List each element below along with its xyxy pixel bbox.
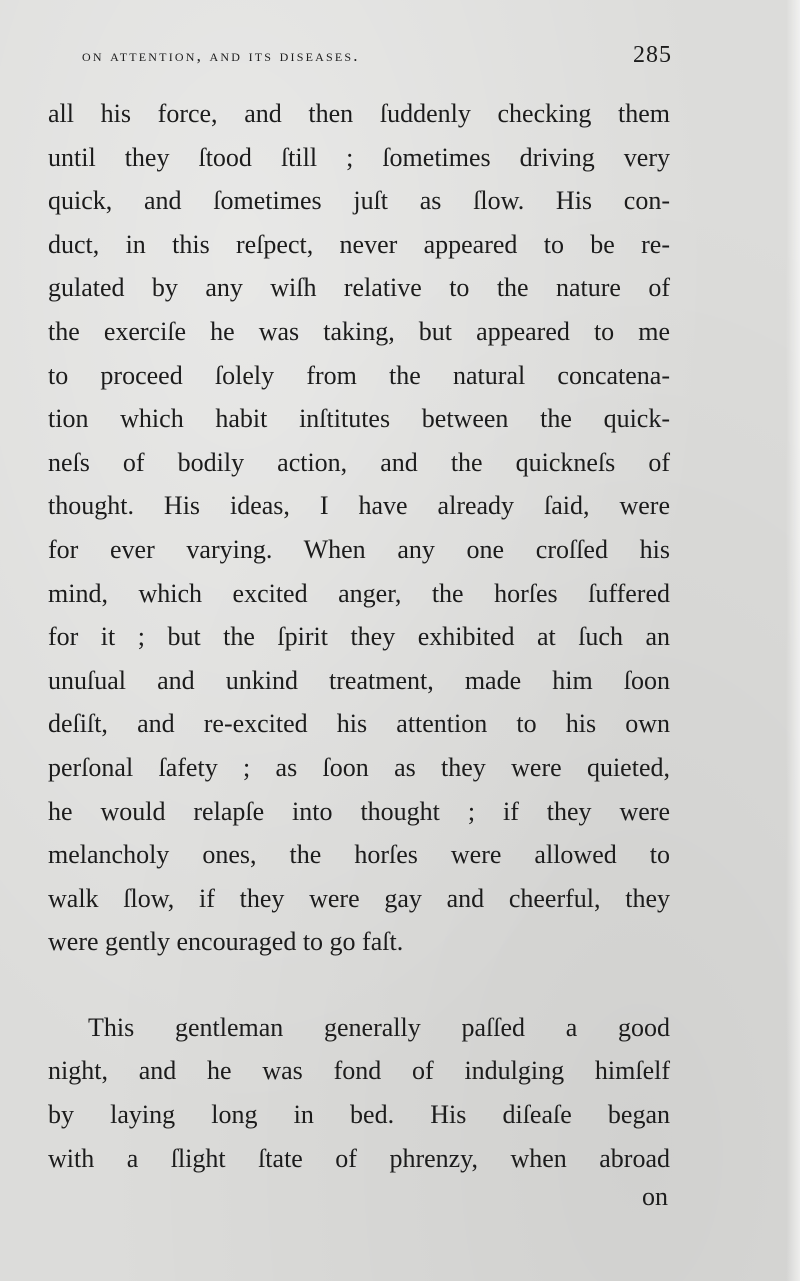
paragraph-2 (48, 1006, 670, 1180)
text-line: This gentleman generally paſſed a good (88, 1012, 670, 1042)
text-line: for it ; but the ſpirit they exhibited at ſuch an (48, 622, 670, 652)
text-line: gulated by any wiſh relative to the nature of (48, 273, 670, 303)
text-line: melancholy ones, the horſes were allowed to (48, 840, 670, 870)
text-line: quick, and ſometimes juſt as ſlow. His con- (48, 186, 670, 216)
text-line: perſonal ſafety ; as ſoon as they were quieted, (48, 752, 670, 782)
text-line: unuſual and unkind treatment, made him ſoon (48, 665, 670, 695)
running-head (82, 42, 672, 72)
text-line: were gently encouraged to go faſt. (48, 927, 404, 957)
text-line: walk ſlow, if they were gay and cheerful, they (48, 883, 670, 913)
text-line: duct, in this reſpect, never appeared to be re- (48, 229, 670, 259)
text-line: neſs of bodily action, and the quickneſs of (48, 447, 670, 477)
text-line: until they ſtood ſtill ; ſometimes driving very (48, 142, 670, 172)
page-number: 285 (633, 42, 672, 68)
paragraph-gap (48, 964, 670, 1006)
text-line: tion which habit inſtitutes between the quick- (48, 404, 670, 434)
text-line: to proceed ſolely from the natural concatena- (48, 360, 670, 390)
paragraph-1 (48, 92, 670, 964)
text-line: deſiſt, and re-excited his attention to his own (48, 709, 670, 739)
text-line: mind, which excited anger, the horſes ſuffered (48, 578, 670, 608)
text-line: the exerciſe he was taking, but appeared to me (48, 316, 670, 346)
catchword: on (642, 1182, 668, 1211)
running-head-title: on attention, and its diseases. (82, 46, 360, 65)
text-line: by laying long in bed. His diſeaſe began (48, 1100, 670, 1130)
text-line: with a ſlight ſtate of phrenzy, when abroad (48, 1143, 670, 1173)
text-line: thought. His ideas, I have already ſaid, were (48, 491, 670, 521)
text-line: all his force, and then ſuddenly checking them (48, 99, 670, 128)
text-line: night, and he was fond of indulging himſelf (48, 1056, 670, 1086)
text-line: for ever varying. When any one croſſed his (48, 534, 670, 564)
body-text (48, 92, 670, 1180)
text-line: he would relapſe into thought ; if they were (48, 796, 670, 826)
